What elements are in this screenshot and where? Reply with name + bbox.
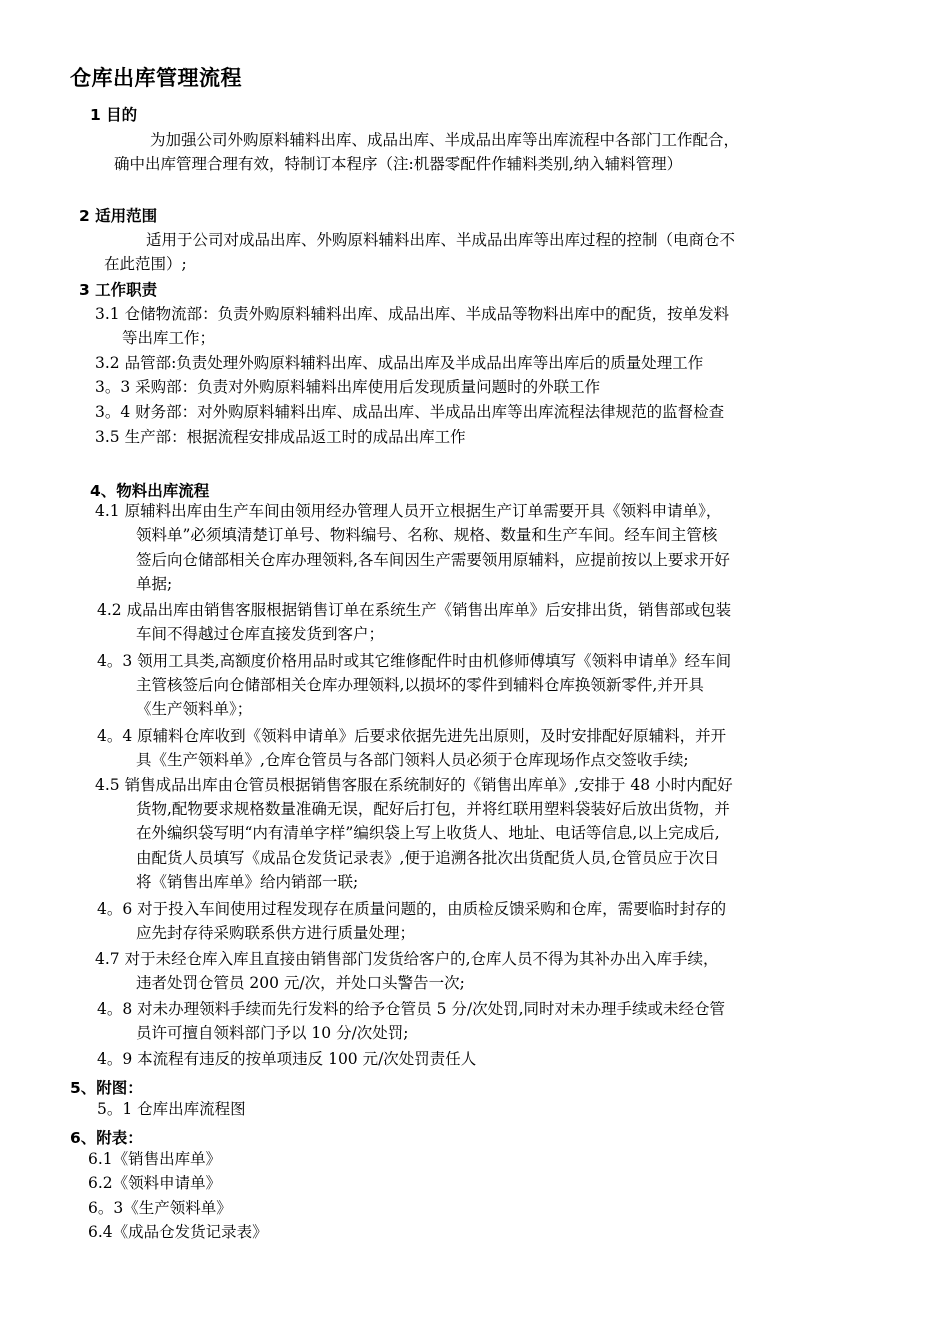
section-4-line: 4.5 销售成品出库由仓管员根据销售客服在系统制好的《销售出库单》,安排于 48 小时内配好 [95,776,733,794]
section-4-line: 在外编织袋写明“内有清单字样”编织袋上写上收货人、地址、电话等信息,以上完成后, [136,824,720,842]
section-6-line: 6。3《生产领料单》 [88,1199,232,1217]
section-4-line: 4.1 原辅料出库由生产车间由领用经办管理人员开立根据生产订单需要开具《领料申请单》， [95,502,722,520]
section-6-line: 6.4《成品仓发货记录表》 [88,1223,268,1241]
section-6-heading: 6、附表： [70,1129,143,1147]
section-4-line: 将《销售出库单》给内销部一联; [136,873,359,891]
section-6-line: 6.2《领料申请单》 [88,1174,222,1192]
section-2-heading: 2 适用范围 [79,207,158,225]
section-5-heading: 5、附图： [70,1079,143,1097]
section-4-line: 签后向仓储部相关仓库办理领料,各车间因生产需要领用原辅料，应提前按以上要求开好 [136,551,730,569]
section-2-line: 适用于公司对成品出库、外购原料辅料出库、半成品出库等出库过程的控制（电商仓不 [146,231,736,249]
section-4-line: 4。8 对未办理领料手续而先行发料的给予仓管员 5 分/次处罚,同时对未办理手续或未经仓管 [97,1000,726,1018]
section-4-line: 《生产领料单》； [136,700,253,718]
section-4-line: 违者处罚仓管员 200 元/次，并处口头警告一次; [136,974,465,992]
section-4-line: 车间不得越过仓库直接发货到客户； [136,625,385,643]
section-1-line: 为加强公司外购原料辅料出库、成品出库、半成品出库等出库流程中各部门工作配合， [150,131,740,149]
section-4-heading: 4、物料出库流程 [90,482,210,500]
section-4-line: 应先封存待采购联系供方进行质量处理； [136,924,416,942]
section-3-line: 等出库工作； [122,329,216,347]
section-3-heading: 3 工作职责 [79,281,158,299]
section-4-line: 4。6 对于投入车间使用过程发现存在质量问题的，由质检反馈采购和仓库，需要临时封存的 [97,900,727,918]
section-4-line: 货物,配物要求规格数量准确无误，配好后打包，并将红联用塑料袋装好后放出货物，并 [136,800,730,818]
section-4-line: 4。3 领用工具类,高额度价格用品时或其它维修配件时由机修师傅填写《领料申请单》经车间 [97,652,732,670]
section-4-line: 4.2 成品出库由销售客服根据销售订单在系统生产《销售出库单》后安排出货，销售部或包装 [97,601,732,619]
section-4-line: 4.7 对于未经仓库入库且直接由销售部门发货给客户的,仓库人员不得为其补办出入库手续， [95,950,719,968]
section-3-line: 3.1 仓储物流部：负责外购原料辅料出库、成品出库、半成品等物料出库中的配货，按单发料 [95,305,730,323]
section-1-line: 确中出库管理合理有效，特制订本程序（注:机器零配件作辅料类别,纳入辅料管理） [114,155,683,173]
section-4-line: 由配货人员填写《成品仓发货记录表》,便于追溯各批次出货配货人员,仓管员应于次日 [136,849,720,867]
section-4-line: 4。9 本流程有违反的按单项违反 100 元/次处罚责任人 [97,1050,477,1068]
section-6-line: 6.1《销售出库单》 [88,1150,222,1168]
section-3-line: 3。4 财务部：对外购原料辅料出库、成品出库、半成品出库等出库流程法律规范的监督检查 [95,403,725,421]
section-3-line: 3.2 品管部:负责处理外购原料辅料出库、成品出库及半成品出库等出库后的质量处理工作 [95,354,704,372]
section-5-line: 5。1 仓库出库流程图 [97,1100,246,1118]
section-4-line: 单据; [136,575,173,593]
section-1-heading: 1 目的 [90,106,138,124]
section-3-line: 3.5 生产部：根据流程安排成品返工时的成品出库工作 [95,428,466,446]
section-3-line: 3。3 采购部：负责对外购原料辅料出库使用后发现质量问题时的外联工作 [95,378,601,396]
section-2-line: 在此范围）; [104,255,187,273]
page-title: 仓库出库管理流程 [70,66,242,90]
section-4-line: 领料单”必须填清楚订单号、物料编号、名称、规格、数量和生产车间。经车间主管核 [136,526,718,544]
section-4-line: 具《生产领料单》,仓库仓管员与各部门领料人员必须于仓库现场作点交签收手续; [136,751,689,769]
section-4-line: 主管核签后向仓储部相关仓库办理领料,以损坏的零件到辅料仓库换领新零件,并开具 [136,676,704,694]
section-4-line: 4。4 原辅料仓库收到《领料申请单》后要求依据先进先出原则，及时安排配好原辅料，并开 [97,727,727,745]
section-4-line: 员许可擅自领料部门予以 10 分/次处罚; [136,1024,409,1042]
